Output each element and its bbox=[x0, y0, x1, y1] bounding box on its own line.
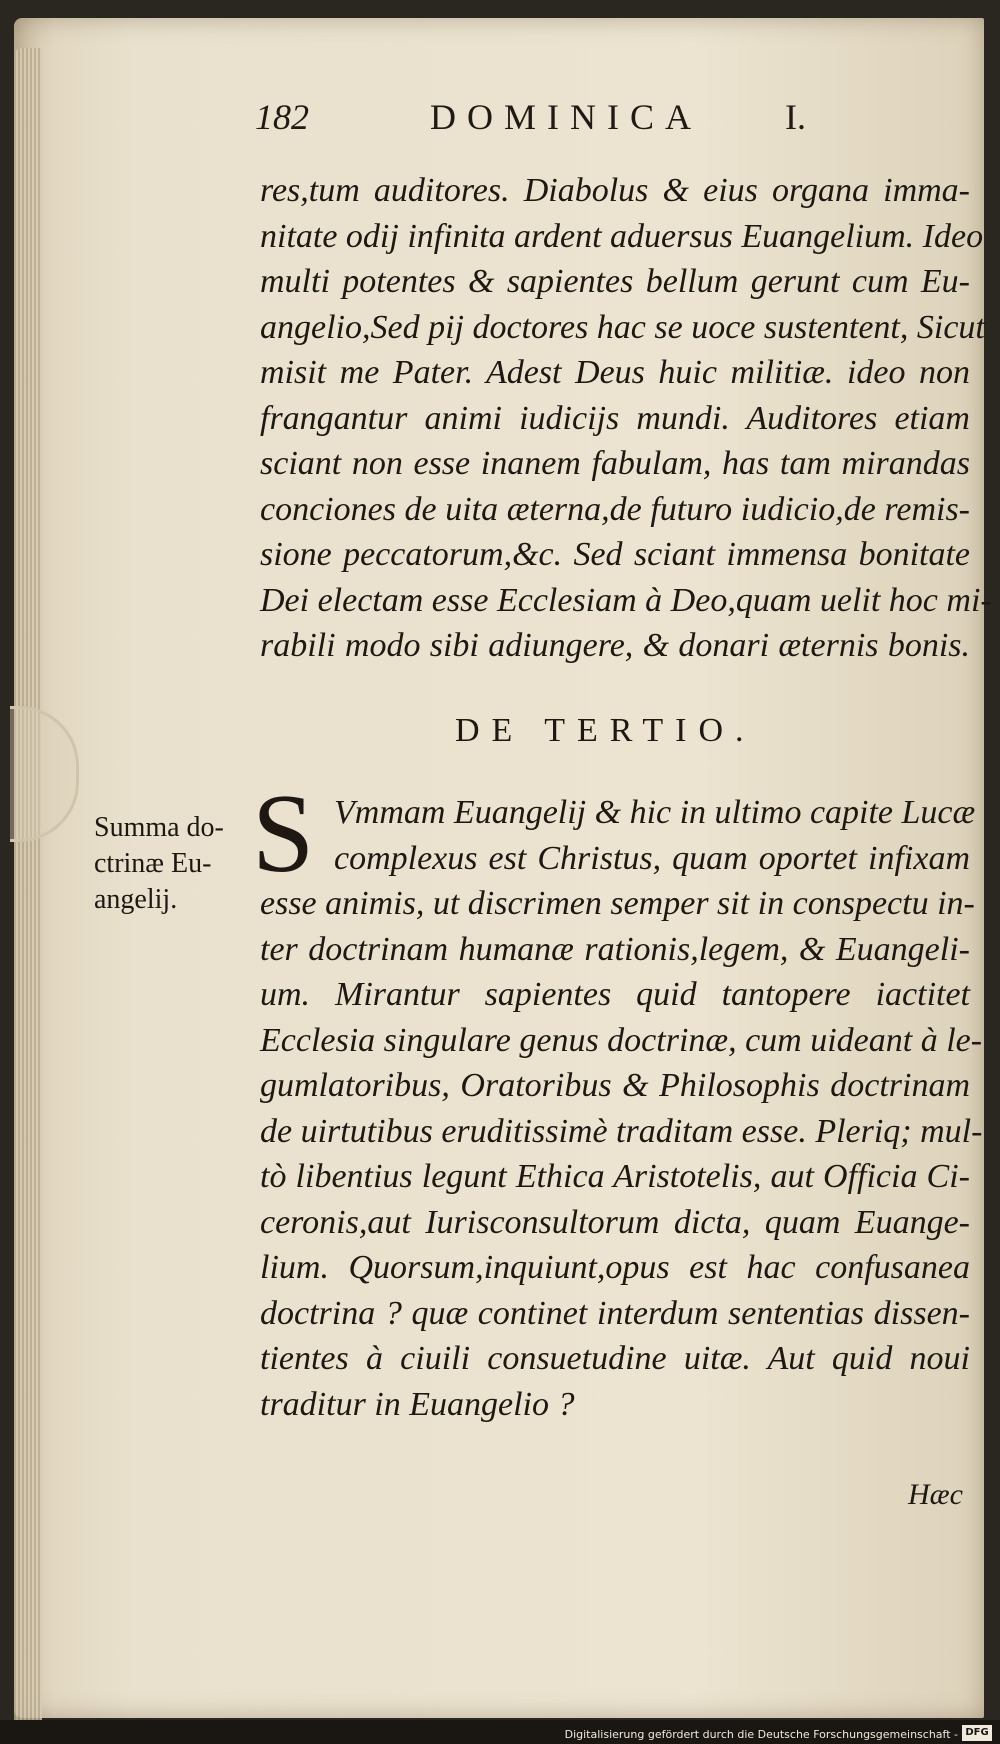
marginal-note bbox=[94, 810, 244, 918]
running-head bbox=[255, 96, 975, 146]
text-line: Ecclesia singulare genus doctrinæ, cum uideant à le- bbox=[260, 1021, 983, 1059]
page-edge bbox=[14, 48, 42, 1728]
footer-credit: Digitalisierung gefördert durch die Deutsche Forschungsgemeinschaft - bbox=[564, 1728, 958, 1741]
dfg-logo-icon: DFG bbox=[962, 1725, 992, 1741]
text-line: multi potentes & sapientes bellum gerunt cum Eu- bbox=[260, 263, 970, 300]
footer-bar bbox=[0, 1720, 1000, 1744]
text-line: doctrina ? quæ continet interdum sententias dissen- bbox=[260, 1294, 970, 1332]
text-line: tientes à ciuili consuetudine uitæ. Aut quid noui bbox=[260, 1340, 970, 1377]
drop-cap: S bbox=[252, 772, 315, 896]
marginal-line: angelij. bbox=[94, 884, 178, 915]
text-line: tò libentius legunt Ethica Aristotelis, aut Officia Ci- bbox=[260, 1158, 970, 1195]
text-line: ter doctrinam humanæ rationis,legem, & Euangeli- bbox=[260, 930, 970, 968]
marginal-line: Summa do- bbox=[94, 812, 224, 843]
text-line: angelio,Sed pij doctores hac se uoce sustentent, Sicut bbox=[260, 308, 985, 346]
text-line: nitate odij infinita ardent aduersus Euangelium. Ideo bbox=[260, 217, 984, 255]
running-title-number: I. bbox=[785, 97, 806, 137]
text-line: complexus est Christus, quam oportet infixam bbox=[334, 839, 970, 877]
text-block-2 bbox=[252, 772, 983, 1427]
text-line: Vmmam Euangelij & hic in ultimo capite Lucæ bbox=[334, 794, 976, 831]
text-line: frangantur animi iudicijs mundi. Auditores etiam bbox=[260, 399, 970, 437]
text-line: rabili modo sibi adiungere, & donari æternis bonis. bbox=[260, 627, 970, 664]
text-line: sciant non esse inanem fabulam, has tam mirandas bbox=[260, 445, 970, 482]
text-line: sione peccatorum,&c. Sed sciant immensa bonitate bbox=[260, 536, 970, 573]
book-clasp bbox=[10, 706, 79, 842]
catchword: Hæc bbox=[908, 1478, 963, 1511]
running-title: DOMINICA bbox=[430, 97, 702, 137]
text-line: um. Mirantur sapientes quid tantopere iactitet bbox=[260, 976, 970, 1013]
text-line: Dei electam esse Ecclesiam à Deo,quam uelit hoc mi- bbox=[260, 581, 992, 619]
page-number: 182 bbox=[255, 97, 309, 137]
text-line: esse animis, ut discrimen semper sit in conspectu in- bbox=[260, 885, 975, 922]
section-heading: DE TERTIO. bbox=[455, 712, 756, 749]
text-line: lium. Quorsum,inquiunt,opus est hac confusanea bbox=[260, 1249, 970, 1286]
text-block-1 bbox=[260, 168, 992, 669]
text-line: de uirtutibus eruditissimè traditam esse. Pleriq; mul- bbox=[260, 1112, 983, 1150]
text-line: traditur in Euangelio ? bbox=[260, 1385, 575, 1423]
text-line: conciones de uita æterna,de futuro iudicio,de remis- bbox=[260, 490, 970, 528]
marginal-line: ctrinæ Eu- bbox=[94, 848, 212, 879]
text-line: gumlatoribus, Oratoribus & Philosophis doctrinam bbox=[260, 1067, 970, 1104]
text-line: ceronis,aut Iurisconsultorum dicta, quam Euange- bbox=[260, 1203, 970, 1241]
text-line: misit me Pater. Adest Deus huic militiæ. ideo non bbox=[260, 354, 970, 391]
text-line: res,tum auditores. Diabolus & eius organa imma- bbox=[260, 172, 970, 209]
